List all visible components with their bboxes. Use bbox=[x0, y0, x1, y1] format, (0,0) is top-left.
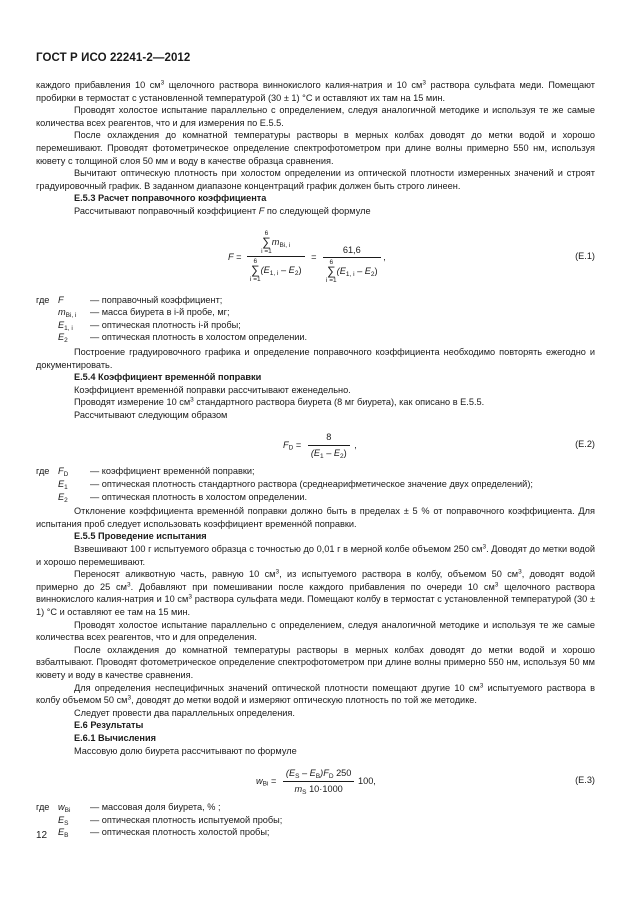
section-heading-e53: Е.5.3 Расчет поправочного коэффициента bbox=[74, 193, 267, 204]
formula-e3: $w_{Bi}$ = $\frac{(E_S - E_B)F_D 250}{m_S 10\cdot 1000}$ 100, (Е.3) bbox=[256, 768, 595, 796]
fraction-e3: $\frac{(E_S - E_B)F_D 250}{m_S 10\cdot 1000}$ bbox=[283, 767, 354, 795]
section-heading-e6: Е.6 Результаты bbox=[74, 720, 144, 731]
definition-row: где $F_D$ — коэффициент временнóй поправки; bbox=[36, 466, 255, 479]
formula-number-e2: (Е.2) bbox=[575, 439, 595, 450]
definition-row: $E_{1, i}$ — оптическая плотность i-й пробы; bbox=[58, 319, 241, 332]
paragraph-3: После охлаждения до комнатной температуры растворы в мерных колбах доводят до метки водой и хорошо перемешивают. Проводят фотометрическое определение спектрофотометром при длине волны примерно 550 нм, используя кювету с толщиной слоя 50 мм и воду в качестве образца сравнения. bbox=[36, 130, 595, 166]
definitions-e2 bbox=[36, 465, 595, 503]
document-header: ГОСТ Р ИСО 22241-2—2012 bbox=[36, 52, 191, 64]
paragraph-13: Проводят холостое испытание параллельно с определением, следуя аналогичной методике и используя те же самые количества всех реагентов, что и для определения. bbox=[36, 619, 595, 643]
paragraph-2: Проводят холостое испытание параллельно с определением, следуя аналогичной методике и используя те же самые количества всех реагентов, что и для измерения по Е.5.5. bbox=[36, 105, 595, 128]
page-number: 12 bbox=[36, 830, 48, 841]
definition-row: где F — поправочный коэффициент; bbox=[36, 294, 223, 305]
paragraph-11: Взвешивают 100 г испытуемого образца с точностью до 0,01 г в мерной колбе объемом 250 $см^3$. Доводят до метки водой и хорошо перемешивают. bbox=[36, 543, 595, 567]
paragraph-14: После охлаждения до комнатной температуры растворы в мерных колбах доводят до метки водой и хорошо взбалтывают. Проводят фотометрическое определение спектрофотометром при длине волны примерно 550 нм, используя 50 мм кювету и воду в качестве сравнения. bbox=[36, 644, 595, 680]
definition-row: $E_S$ — оптическая плотность испытуемой пробы; bbox=[58, 814, 283, 827]
section-heading-e54: Е.5.4 Коэффициент временнóй поправки bbox=[74, 372, 262, 383]
definition-row: $E_2$ — оптическая плотность в холостом определении. bbox=[58, 332, 308, 345]
definition-row: где $w_{Bi}$ — массовая доля биурета, % ; bbox=[36, 802, 221, 815]
paragraph-15: Для определения неспецифичных значений оптической плотности помещают другие 10 $см^3$ испытуемого раствора в колбу объемом 50 $см^3$, доводят до метки водой и измеряют оптическую плотность по той же методике. bbox=[36, 682, 595, 706]
paragraph-6: Построение градуировочного графика и определение поправочного коэффициента необходимо повторять ежегодно и документировать. bbox=[36, 346, 595, 370]
formula-e1: F = 6 ∑ i =1 $m_{Bi, i}$ 6 ∑ i =1 $(E_{1, i} - E_2)$ = 61,6 6 ∑ i =1 $(E_{1, i} - E_2)$ , (Е.1) bbox=[228, 230, 595, 285]
paragraph-1: каждого прибавления 10 $см^3$ щелочного раствора виннокислого калия-натрия и 10 $см^3$ раствора сульфата меди. Помещают пробирки в термостат с установленной температурой (30 ± 1) °С и оставляют их там на 15 мин. bbox=[36, 79, 595, 103]
formula-e2: $F_D$ = $\frac{8}{(E_1 - E_2)}$ , (Е.2) bbox=[283, 432, 595, 461]
paragraph-7: Коэффициент временнóй поправки рассчитывают еженедельно. bbox=[74, 384, 351, 395]
fraction-e1-left: 6 ∑ i =1 $m_{Bi, i}$ 6 ∑ i =1 $(E_{1, i} - E_2)$ bbox=[247, 230, 305, 283]
paragraph-16: Следует провести два параллельных определения. bbox=[74, 707, 295, 718]
formula-number-e3: (Е.3) bbox=[575, 775, 595, 786]
paragraph-9: Рассчитывают следующим образом bbox=[74, 409, 228, 420]
section-heading-e61: Е.6.1 Вычисления bbox=[74, 732, 156, 743]
definitions-e3 bbox=[36, 801, 595, 839]
fraction-e2: $\frac{8}{(E_1 - E_2)}$ bbox=[308, 431, 350, 459]
paragraph-4: Вычитают оптическую плотность при холостом определении из оптической плотности измеренных значений и строят градуировочный график. В заданном диапазоне концентраций график должен быть строго линеен. bbox=[36, 168, 595, 191]
paragraph-17: Массовую долю биурета рассчитывают по формуле bbox=[74, 745, 297, 756]
paragraph-12: Переносят аликвотную часть, равную 10 $см^3$, из испытуемого раствора в колбу, объемом 50 $см^3$, доводят водой примерно до 25 $см^3$. Добавляют при помешивании после каждого прибавления по очереди 10 $см^3$ щелочного раствора виннокислого калия-натрия и 10 $см^3$ раствора сульфата меди. Помещают колбу в термостат с установленной температурой (30 ± 1) °С и оставляют ее там на 15 мин. bbox=[36, 568, 595, 617]
paragraph-10: Отклонение коэффициента временнóй поправки должно быть в пределах ± 5 % от поправочного коэффициента. Для испытания проб следует использовать коэффициент временнóй поправки. bbox=[36, 506, 595, 529]
definitions-e1 bbox=[36, 294, 595, 344]
definition-row: $E_B$ — оптическая плотность холостой пробы; bbox=[58, 827, 270, 840]
formula-number-e1: (Е.1) bbox=[575, 250, 595, 261]
paragraph-8: Проводят измерение 10 $см^3$ стандартного раствора биурета (8 мг биурета), как описано в Е.5.5. bbox=[74, 396, 485, 408]
paragraph-5: Рассчитывают поправочный коэффициент F по следующей формуле bbox=[74, 205, 371, 216]
section-heading-e55: Е.5.5 Проведение испытания bbox=[74, 531, 207, 542]
fraction-e1-right: 61,6 6 ∑ i =1 $(E_{1, i} - E_2)$ bbox=[323, 230, 381, 285]
definition-row: $E_2$ — оптическая плотность в холостом определении. bbox=[58, 491, 308, 504]
definition-row: $E_1$ — оптическая плотность стандартного раствора (среднеарифметическое значение двух определений); bbox=[58, 479, 533, 492]
definition-row: $m_{Bi, i}$ — масса биурета в i-й пробе, мг; bbox=[58, 307, 230, 320]
document-body bbox=[36, 79, 595, 841]
